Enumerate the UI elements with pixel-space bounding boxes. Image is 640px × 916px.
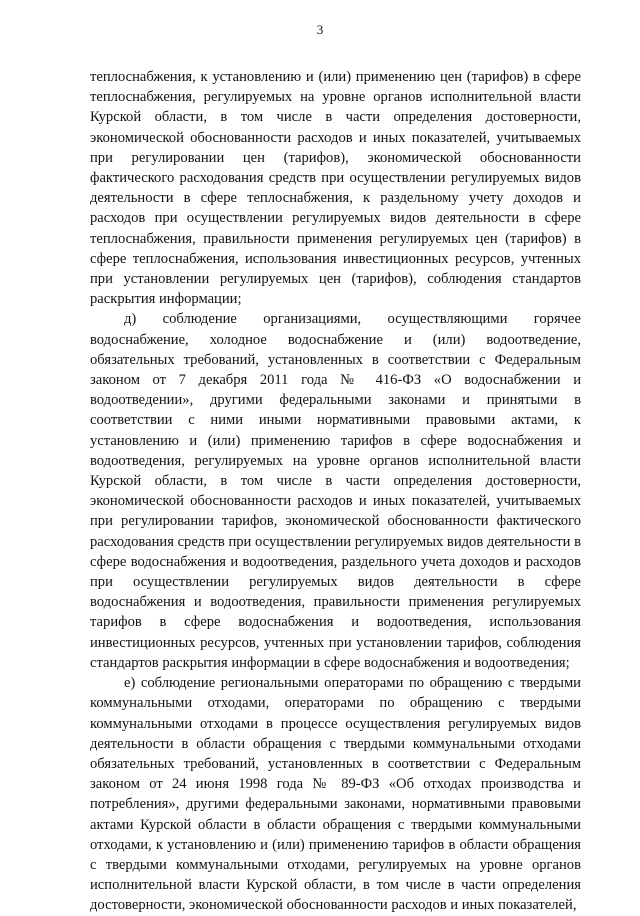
paragraph-d: д) соблюдение организациями, осуществляющими горячее водоснабжение, холодное водоснабжение и (или) водоотведение, обязательных требований, установленных в соответствии с Федеральным законом от 7 декабря 2011 года № 416-ФЗ «О водоснабжении и водоотведении», другими федеральными законами и принятыми в соответствии с ними иными нормативными правовыми актами, к установлению и (или) применению тарифов в сфере водоснабжения и водоотведения, регулируемых на уровне органов исполнительной власти Курской области, в том числе в части определения достоверности, экономической обоснованности расходов и иных показателей, учитываемых при регулировании тарифов, экономической обоснованности фактического расходования средств при осуществлении регулируемых видов деятельности в сфере водоснабжения и водоотведения, раздельного учета доходов и расходов при осуществлении регулируемых видов деятельности в сфере водоснабжения и водоотведения, правильности применения регулируемых тарифов в сфере водоснабжения и водоотведения, использования инвестиционных ресурсов, учтенных при установлении тарифов, соблюдения стандартов раскрытия информации в сфере водоснабжения и водоотведения; [90, 311, 581, 671]
paragraph-continuation: теплоснабжения, к установлению и (или) применению цен (тарифов) в сфере теплоснабжения, регулируемых на уровне органов исполнительной власти Курской области, в том числе в части определения достоверности, экономической обоснованности расходов и иных показателей, учитываемых при регулировании цен (тарифов), экономической обоснованности фактического расходования средств при осуществлении регулируемых видов деятельности в сфере теплоснабжения, к раздельному учету доходов и расходов при осуществлении регулируемых видов деятельности в сфере теплоснабжения, правильности применения регулируемых цен (тарифов) в сфере теплоснабжения, использования инвестиционных ресурсов, учтенных при установлении регулируемых цен (тарифов), соблюдения стандартов раскрытия информации; [90, 69, 581, 308]
paragraph-e: е) соблюдение региональными операторами по обращению с твердыми коммунальными отходами, операторами по обращению с твердыми коммунальными отходами в процессе осуществления регулируемых видов деятельности в области обращения с твердыми коммунальными отходами обязательных требований, установленных в соответствии с Федеральным законом от 24 июня 1998 года № 89-ФЗ «Об отходах производства и потребления», другими федеральными законами, нормативными правовыми актами Курской области в области обращения с твердыми коммунальными отходами, к установлению и (или) применению тарифов в области обращения с твердыми коммунальными отходами, регулируемых на уровне органов исполнительной власти Курской области, в том числе в части определения достоверности, экономической обоснованности расходов и иных показателей, [90, 675, 581, 914]
page-number: 3 [316, 22, 324, 37]
document-body [90, 67, 581, 916]
